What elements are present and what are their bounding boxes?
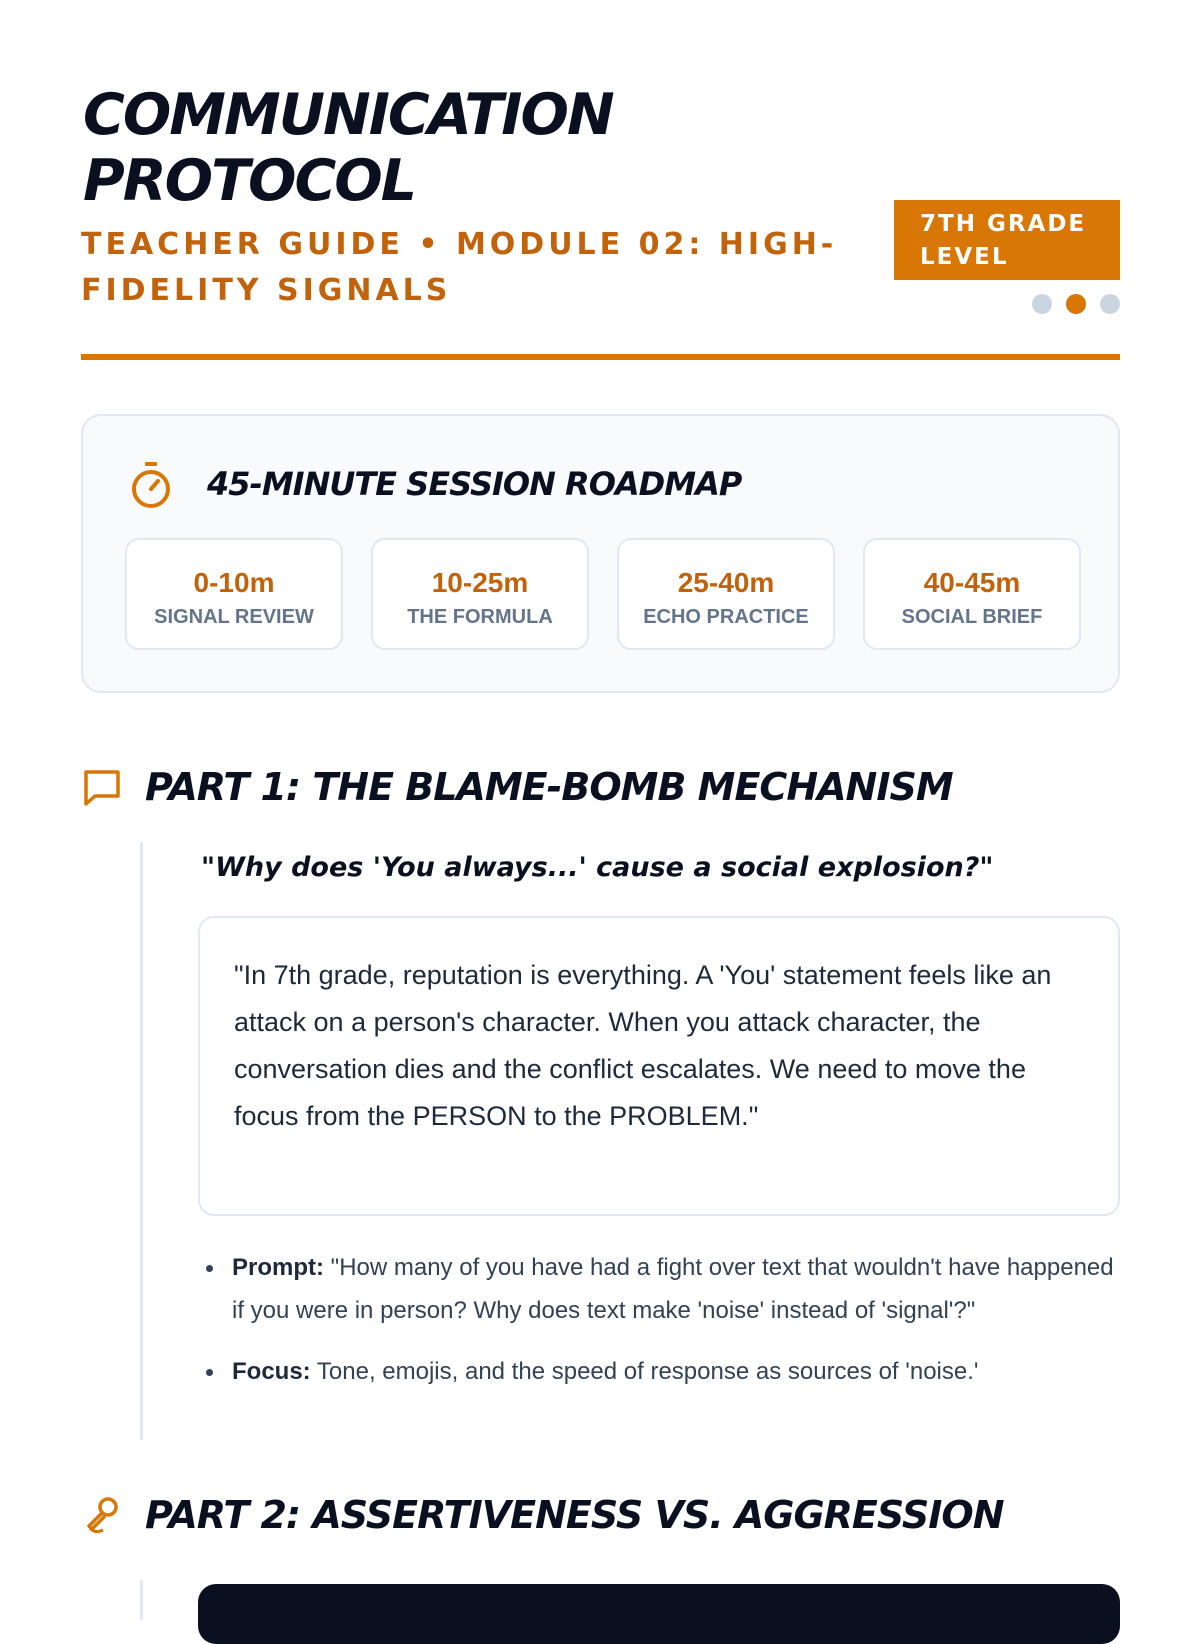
roadmap-steps: [125, 538, 1081, 650]
pagination-dots: [1032, 294, 1120, 314]
step-label: THE FORMULA: [407, 606, 553, 628]
part1-body: [140, 842, 1123, 1440]
step-time: 40-45m: [923, 567, 1021, 598]
roadmap-step: [371, 538, 589, 650]
chat-bubble-icon: [81, 766, 123, 808]
part1-title: PART 1: THE BLAME-BOMB MECHANISM: [145, 765, 953, 809]
part1-heading: [81, 764, 953, 810]
part2-body: [140, 1580, 1123, 1620]
page-header: [81, 0, 1120, 360]
step-time: 10-25m: [431, 567, 529, 598]
microphone-icon: [81, 1494, 123, 1536]
discussion-points: [198, 1246, 1120, 1411]
pagination-dot-1[interactable]: [1032, 294, 1052, 314]
session-roadmap-card: [81, 414, 1120, 693]
list-item: [198, 1350, 1120, 1393]
step-label: ECHO PRACTICE: [643, 606, 809, 628]
header-divider: [81, 354, 1120, 360]
bullet-text: "How many of you have had a fight over text that wouldn't have happened if you were in person? Why does text make 'noise' instead of 'signal'?": [232, 1254, 1114, 1324]
step-time: 0-10m: [193, 567, 275, 598]
list-item: [198, 1246, 1120, 1332]
roadmap-step: [125, 538, 343, 650]
roadmap-step: [617, 538, 835, 650]
page-subtitle: TEACHER GUIDE • MODULE 02: HIGH-FIDELITY SIGNALS: [81, 227, 838, 308]
step-time: 25-40m: [677, 567, 775, 598]
roadmap-step: [863, 538, 1081, 650]
teacher-guide-page: [81, 0, 1120, 1537]
teacher-script-card: "In 7th grade, reputation is everything. A 'You' statement feels like an attack on a person's character. When you attack character, the conversation dies and the conflict escalates. We need to move the focus from the PERSON to the PROBLEM.": [198, 916, 1120, 1216]
part2-title: PART 2: ASSERTIVENESS VS. AGGRESSION: [145, 1493, 1004, 1537]
step-label: SOCIAL BRIEF: [901, 606, 1043, 628]
page-title: COMMUNICATION PROTOCOL: [83, 82, 613, 214]
roadmap-title: 45-MINUTE SESSION ROADMAP: [207, 465, 742, 503]
bullet-text: Tone, emojis, and the speed of response as sources of 'noise.': [310, 1358, 979, 1385]
part2-heading: [81, 1492, 1004, 1538]
step-label: SIGNAL REVIEW: [154, 606, 314, 628]
pagination-dot-3[interactable]: [1100, 294, 1120, 314]
pagination-dot-2[interactable]: [1066, 294, 1086, 314]
comparison-card: [198, 1584, 1120, 1644]
bullet-label: Prompt:: [232, 1254, 324, 1281]
stopwatch-icon: [129, 460, 173, 510]
grade-level-badge: 7TH GRADE LEVEL: [894, 200, 1120, 280]
guiding-question: "Why does 'You always...' cause a social explosion?": [201, 852, 994, 883]
bullet-label: Focus:: [232, 1358, 311, 1385]
